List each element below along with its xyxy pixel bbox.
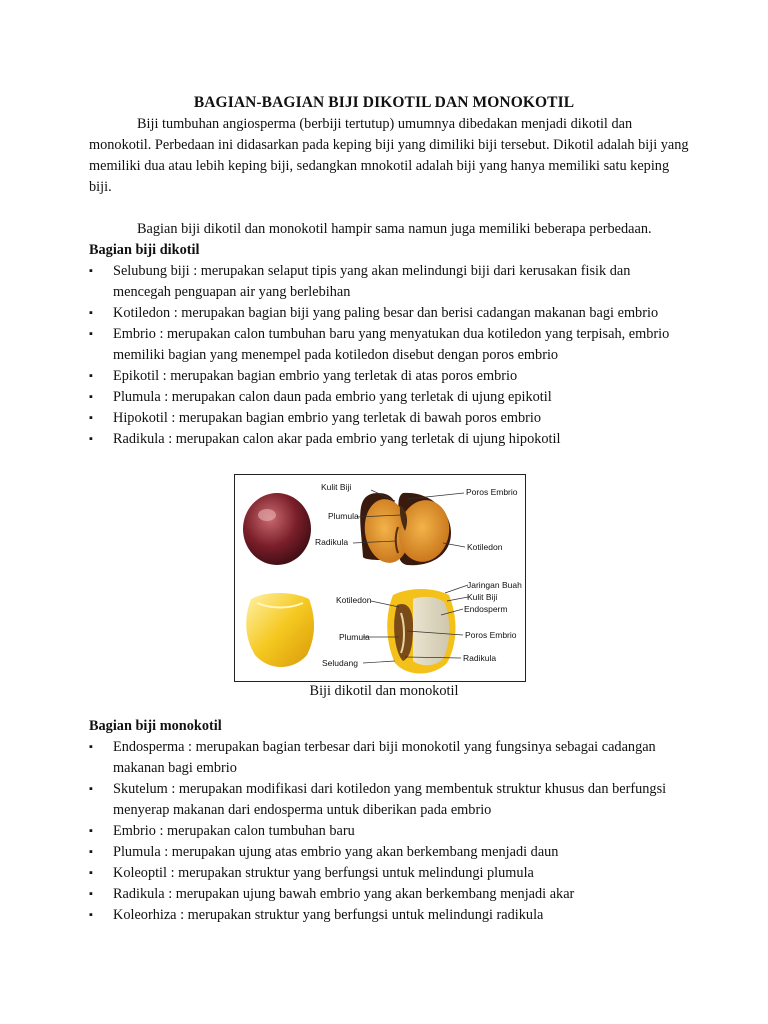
list-item: ▪ Radikula : merupakan calon akar pada embrio yang terletak di ujung hipokotil [89, 429, 689, 450]
list-item: ▪ Plumula : merupakan calon daun pada embrio yang terletak di ujung epikotil [89, 387, 689, 408]
intro-section [89, 114, 689, 450]
list-item: ▪ Koleorhiza : merupakan struktur yang berfungsi untuk melindungi radikula [89, 905, 689, 926]
label-kulit-biji-top: Kulit Biji [321, 482, 352, 492]
label-plumula-top: Plumula [328, 511, 359, 521]
split-bean-seed [360, 493, 454, 566]
list-item: ▪ Koleoptil : merupakan struktur yang berfungsi untuk melindungi plumula [89, 863, 689, 884]
intro-paragraph-1: Biji tumbuhan angiosperma (berbiji tertutup) umumnya dibedakan menjadi dikotil dan monokotil. Perbedaan ini didasarkan pada keping biji yang dimiliki biji tersebut. Dikotil adalah biji yang memiliki dua atau lebih keping biji, sedangkan mnokotil adalah biji yang hanya memiliki satu keping biji. [89, 116, 689, 195]
label-radikula-top: Radikula [315, 537, 349, 547]
monokotil-section [89, 716, 689, 926]
list-item: ▪ Skutelum : merupakan modifikasi dari kotiledon yang membentuk struktur khusus dan berfungsi menyerap makanan dari endosperma untuk diberikan pada embrio [89, 779, 689, 821]
dikotil-heading: Bagian biji dikotil [89, 242, 200, 258]
list-item: ▪ Selubung biji : merupakan selaput tipis yang akan melindungi biji dari kerusakan fisik dan mencegah penguapan air yang berlebihan [89, 261, 689, 303]
monokotil-heading: Bagian biji monokotil [89, 718, 222, 734]
list-item: ▪ Hipokotil : merupakan bagian embrio yang terletak di bawah poros embrio [89, 408, 689, 429]
list-item: ▪ Embrio : merupakan calon tumbuhan baru [89, 821, 689, 842]
label-jaringan-buah: Jaringan Buah [467, 580, 522, 590]
list-item: ▪ Endosperma : merupakan bagian terbesar dari biji monokotil yang fungsinya sebagai cadangan makanan bagi embrio [89, 737, 689, 779]
label-kulit-biji-bottom: Kulit Biji [467, 592, 498, 602]
dikotil-list [89, 261, 689, 450]
figure-caption: Biji dikotil dan monokotil [309, 683, 459, 699]
label-poros-embrio-top: Poros Embrio [466, 487, 518, 497]
list-item: ▪ Epikotil : merupakan bagian embrio yang terletak di atas poros embrio [89, 366, 689, 387]
corn-kernel-section [387, 589, 455, 674]
list-item: ▪ Embrio : merupakan calon tumbuhan baru yang menyatukan dua kotiledon yang terpisah, embrio memiliki bagian yang menempel pada kotiledon disebut dengan poros embrio [89, 324, 689, 366]
seed-diagram [235, 475, 525, 681]
label-kotiledon-bottom: Kotiledon [336, 595, 372, 605]
label-seludang: Seludang [322, 658, 358, 668]
intro-paragraph-2: Bagian biji dikotil dan monokotil hampir sama namun juga memiliki beberapa perbedaan. [137, 221, 652, 237]
seed-diagram-figure [234, 474, 526, 682]
list-item: ▪ Plumula : merupakan ujung atas embrio yang akan berkembang menjadi daun [89, 842, 689, 863]
label-endosperm: Endosperm [464, 604, 508, 614]
list-item: ▪ Radikula : merupakan ujung bawah embrio yang akan berkembang menjadi akar [89, 884, 689, 905]
whole-bean-seed [243, 493, 311, 565]
label-plumula-bottom: Plumula [339, 632, 370, 642]
monokotil-list [89, 737, 689, 926]
page-title: BAGIAN-BAGIAN BIJI DIKOTIL DAN MONOKOTIL [193, 94, 575, 111]
whole-corn-kernel [246, 593, 314, 667]
label-kotiledon-top: Kotiledon [467, 542, 503, 552]
list-item: ▪ Kotiledon : merupakan bagian biji yang paling besar dan berisi cadangan makanan bagi embrio [89, 303, 689, 324]
label-radikula-bottom: Radikula [463, 653, 497, 663]
label-poros-embrio-bottom: Poros Embrio [465, 630, 517, 640]
